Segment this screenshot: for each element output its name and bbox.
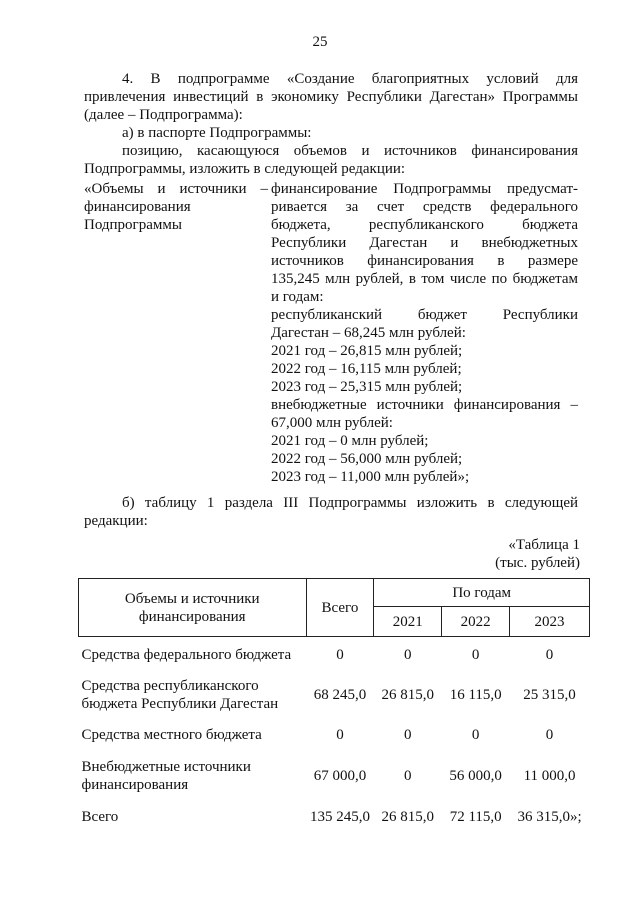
- row-label: Всего: [81, 808, 119, 825]
- intro-paragraph: 4. В подпрограмме «Создание благоприятных условий для привлечения инвестиций в экономику Республики Дагестан» Программы (далее – Подпрограмма):: [84, 71, 578, 123]
- row-2021: 26 815,0: [381, 686, 435, 703]
- section-b-paragraph: б) таблицу 1 раздела III Подпрограммы изложить в следующей редакции:: [84, 495, 578, 529]
- row-2022: 0: [471, 726, 480, 743]
- row-2023: 25 315,0: [523, 686, 576, 703]
- table-units: (тыс. рублей): [495, 555, 580, 571]
- table-caption: «Таблица 1: [508, 537, 580, 553]
- passport-line: внебюджетные источники финансирования –: [271, 397, 578, 413]
- financing-table: [78, 578, 590, 835]
- position-paragraph: позицию, касающуюся объемов и источников финансирования Подпрограммы, изложить в следующей редакции:: [84, 143, 578, 177]
- header-total: Всего: [306, 579, 374, 637]
- passport-left-column: [84, 180, 268, 234]
- row-label: Средства федерального бюджета: [81, 646, 292, 663]
- row-2023: 36 315,0»;: [517, 808, 582, 825]
- passport-left-line: «Объемы и источники –: [84, 181, 268, 197]
- header-year: 2021: [374, 607, 442, 637]
- row-2022: 56 000,0: [449, 767, 502, 784]
- header-by-years: По годам: [374, 579, 590, 607]
- row-label: Средства республиканского бюджета Республики Дагестан: [81, 677, 279, 712]
- row-total: 0: [336, 646, 344, 663]
- passport-line: 2023 год – 25,315 млн рублей;: [271, 379, 463, 395]
- passport-line: республиканский бюджет Республики: [271, 307, 578, 323]
- row-2022: 0: [471, 646, 480, 663]
- passport-line: 2023 год – 11,000 млн рублей»;: [271, 469, 470, 485]
- row-2021: 0: [404, 767, 412, 784]
- row-total: 67 000,0: [313, 767, 367, 784]
- row-label: Внебюджетные источники финансирования: [81, 758, 251, 793]
- passport-left-line: финансирования: [84, 199, 191, 215]
- row-total: 0: [336, 726, 344, 743]
- passport-line: 2022 год – 56,000 млн рублей;: [271, 451, 463, 467]
- row-2022: 16 115,0: [449, 686, 502, 703]
- passport-subitem: а) в паспорте Подпрограммы:: [122, 125, 312, 141]
- passport-left-line: Подпрограммы: [84, 217, 182, 233]
- passport-line: 2022 год – 16,115 млн рублей;: [271, 361, 462, 377]
- passport-line: финансирование Подпрограммы предусмат-: [271, 181, 578, 197]
- passport-line: 2021 год – 0 млн рублей;: [271, 433, 429, 449]
- row-2021: 0: [404, 646, 412, 663]
- passport-line: 67,000 млн рублей:: [271, 415, 393, 431]
- row-2023: 11 000,0: [523, 767, 576, 784]
- passport-right-column: [271, 180, 578, 486]
- passport-line: ривается за счет средств федерального: [271, 199, 578, 215]
- page-number: 25: [312, 34, 328, 50]
- header-year: 2022: [442, 607, 510, 637]
- row-label: Средства местного бюджета: [81, 726, 262, 743]
- row-total: 135 245,0: [309, 808, 370, 825]
- row-2021: 26 815,0: [381, 808, 435, 825]
- row-2023: 0: [545, 726, 554, 743]
- table-row: [79, 637, 590, 673]
- passport-line: источников финансирования в размере: [271, 253, 578, 269]
- passport-line: 135,245 млн рублей, в том числе по бюджетам: [271, 271, 578, 287]
- table-row: [79, 799, 590, 835]
- row-2023: 0: [545, 646, 554, 663]
- passport-line: бюджета, республиканского бюджета: [271, 217, 578, 233]
- table-row: [79, 717, 590, 753]
- table-row: [79, 753, 590, 799]
- row-2022: 72 115,0: [449, 808, 502, 825]
- table-row: [79, 673, 590, 717]
- row-total: 68 245,0: [313, 686, 367, 703]
- header-sources: Объемы и источники финансирования: [79, 579, 307, 637]
- row-2021: 0: [404, 726, 412, 743]
- header-year: 2023: [510, 607, 590, 637]
- passport-line: Дагестан – 68,245 млн рублей:: [271, 325, 466, 341]
- passport-line: и годам:: [271, 289, 324, 305]
- passport-line: Республики Дагестан и внебюджетных: [271, 235, 578, 251]
- passport-line: 2021 год – 26,815 млн рублей;: [271, 343, 463, 359]
